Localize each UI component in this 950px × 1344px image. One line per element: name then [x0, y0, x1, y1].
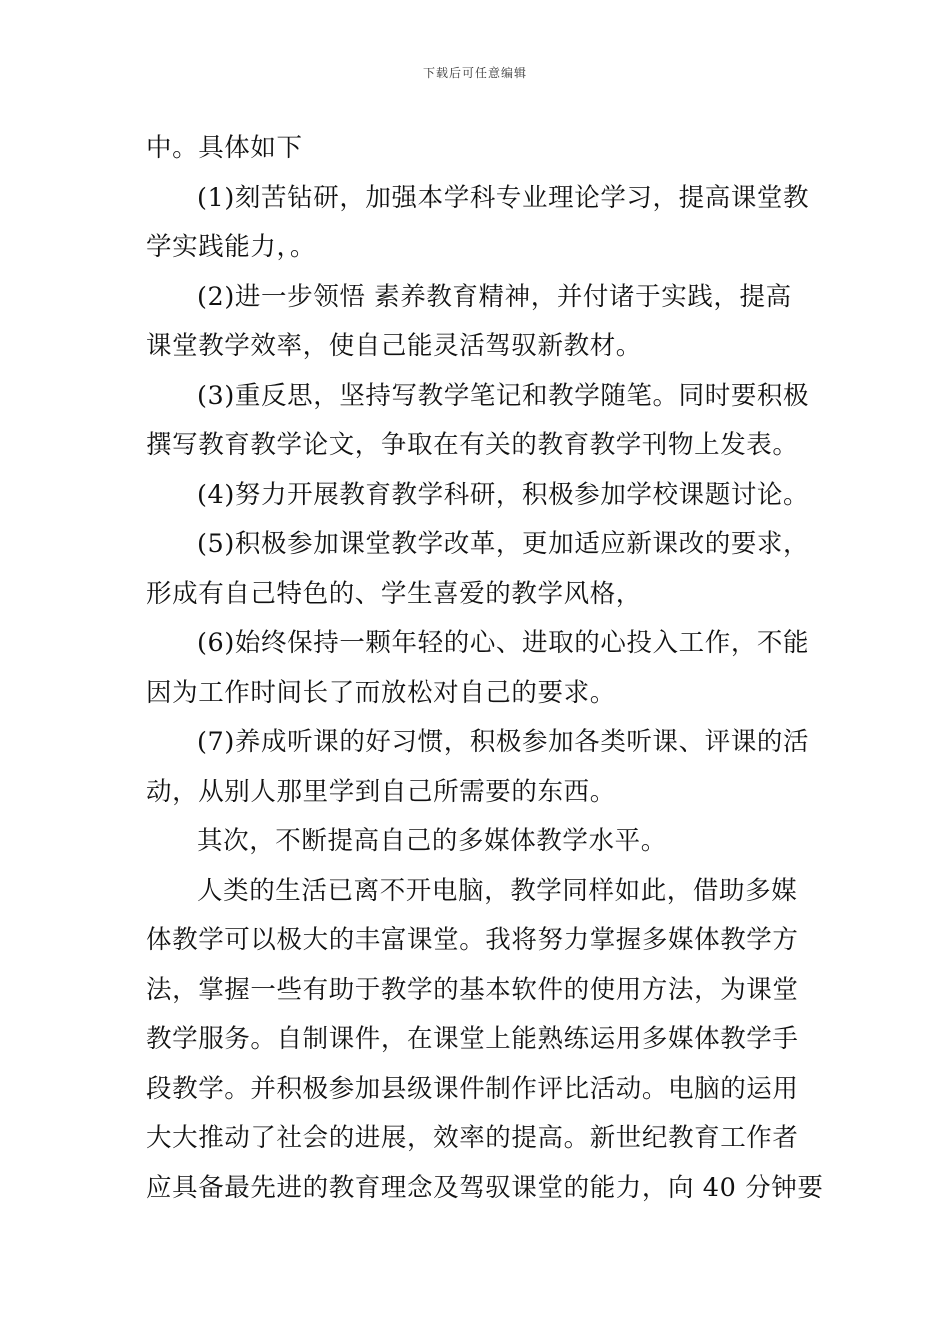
list-item-1: (1)刻苦钻研，加强本学科专业理论学习，提高课堂教	[197, 182, 810, 213]
paragraph-start: 人类的生活已离不开电脑，教学同样如此，借助多媒	[197, 875, 798, 906]
list-item-2: (2)进一步领悟 素养教育精神，并付诸于实践，提高	[197, 281, 792, 312]
text-line: 动，从别人那里学到自己所需要的东西。	[146, 776, 616, 807]
text-line: 体教学可以极大的丰富课堂。我将努力掌握多媒体教学方	[146, 925, 799, 955]
paragraph-start: 其次，不断提高自己的多媒体教学水平。	[197, 826, 667, 856]
text-line: 教学服务。自制课件，在课堂上能熟练运用多媒体教学手	[146, 1024, 799, 1054]
list-item-4: (4)努力开展教育教学科研，积极参加学校课题讨论。	[197, 479, 810, 510]
text-line: 大大推动了社会的进展，效率的提高。新世纪教育工作者	[146, 1123, 799, 1153]
text-line: 学实践能力，。	[146, 232, 316, 262]
list-item-3: (3)重反思，坚持写教学笔记和教学随笔。同时要积极	[197, 380, 810, 411]
text-line: 段教学。并积极参加县级课件制作评比活动。电脑的运用	[146, 1073, 799, 1104]
text-line: 形成有自己特色的、学生喜爱的教学风格，	[146, 578, 642, 609]
text-line: 应具备最先进的教育理念及驾驭课堂的能力，向 40 分钟要	[146, 1172, 824, 1203]
text-line: 中。具体如下	[146, 133, 303, 163]
text-line: 撰写教育教学论文，争取在有关的教育教学刊物上发表。	[146, 430, 799, 460]
text-line: 课堂教学效率，使自己能灵活驾驭新教材。	[146, 331, 642, 361]
list-item-6: (6)始终保持一颗年轻的心、进取的心投入工作，不能	[197, 628, 810, 658]
page-header: 下载后可任意编辑	[422, 66, 527, 80]
list-item-5: (5)积极参加课堂教学改革，更加适应新课改的要求，	[197, 529, 810, 559]
list-item-7: (7)养成听课的好习惯，积极参加各类听课、评课的活	[197, 727, 810, 757]
document-body	[146, 124, 824, 1213]
text-line: 法，掌握一些有助于教学的基本软件的使用方法，为课堂	[146, 974, 799, 1005]
text-line: 因为工作时间长了而放松对自己的要求。	[146, 677, 616, 708]
